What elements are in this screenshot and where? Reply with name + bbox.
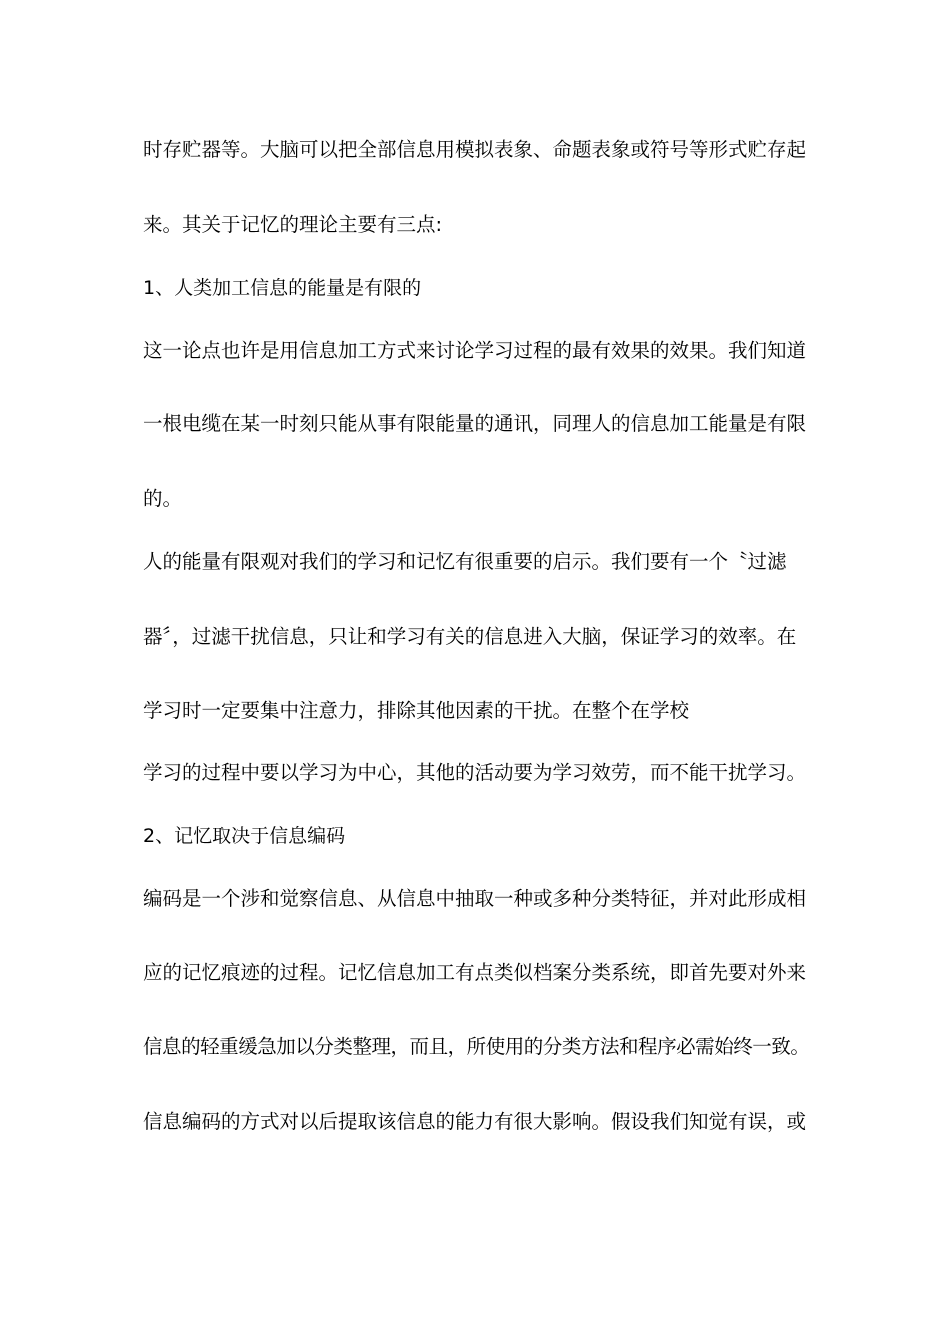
section-heading: 2、记忆取决于信息编码 [143,825,346,847]
text-line: 器〞，过滤干扰信息，只让和学习有关的信息进入大脑，保证学习的效率。在 [143,625,797,648]
text-line: 一根电缆在某一时刻只能从事有限能量的通讯，同理人的信息加工能量是有限 [143,412,807,435]
text-line: 这一论点也许是用信息加工方式来讨论学习过程的最有效果的效果。我们知道 [143,339,807,362]
text-line: 学习的过程中要以学习为中心，其他的活动要为学习效劳，而不能干扰学习。 [143,761,807,784]
text-line: 信息的轻重缓急加以分类整理，而且，所使用的分类方法和程序必需始终一致。 [143,1035,810,1058]
section-heading: 1、人类加工信息的能量是有限的 [143,277,422,299]
text-line: 时存贮器等。大脑可以把全部信息用模拟表象、命题表象或符号等形式贮存起 [143,138,807,161]
text-line: 的。 [143,487,183,510]
text-line: 信息编码的方式对以后提取该信息的能力有很大影响。假设我们知觉有误，或 [143,1110,807,1133]
text-line: 编码是一个涉和觉察信息、从信息中抽取一种或多种分类特征，并对此形成相 [143,887,807,910]
text-line: 应的记忆痕迹的过程。记忆信息加工有点类似档案分类系统，即首先要对外来 [143,961,807,984]
text-line: 人的能量有限观对我们的学习和记忆有很重要的启示。我们要有一个〝过滤 [143,550,787,573]
text-line: 学习时一定要集中注意力，排除其他因素的干扰。在整个在学校 [143,699,690,722]
text-line: 来。其关于记忆的理论主要有三点: [143,213,443,236]
